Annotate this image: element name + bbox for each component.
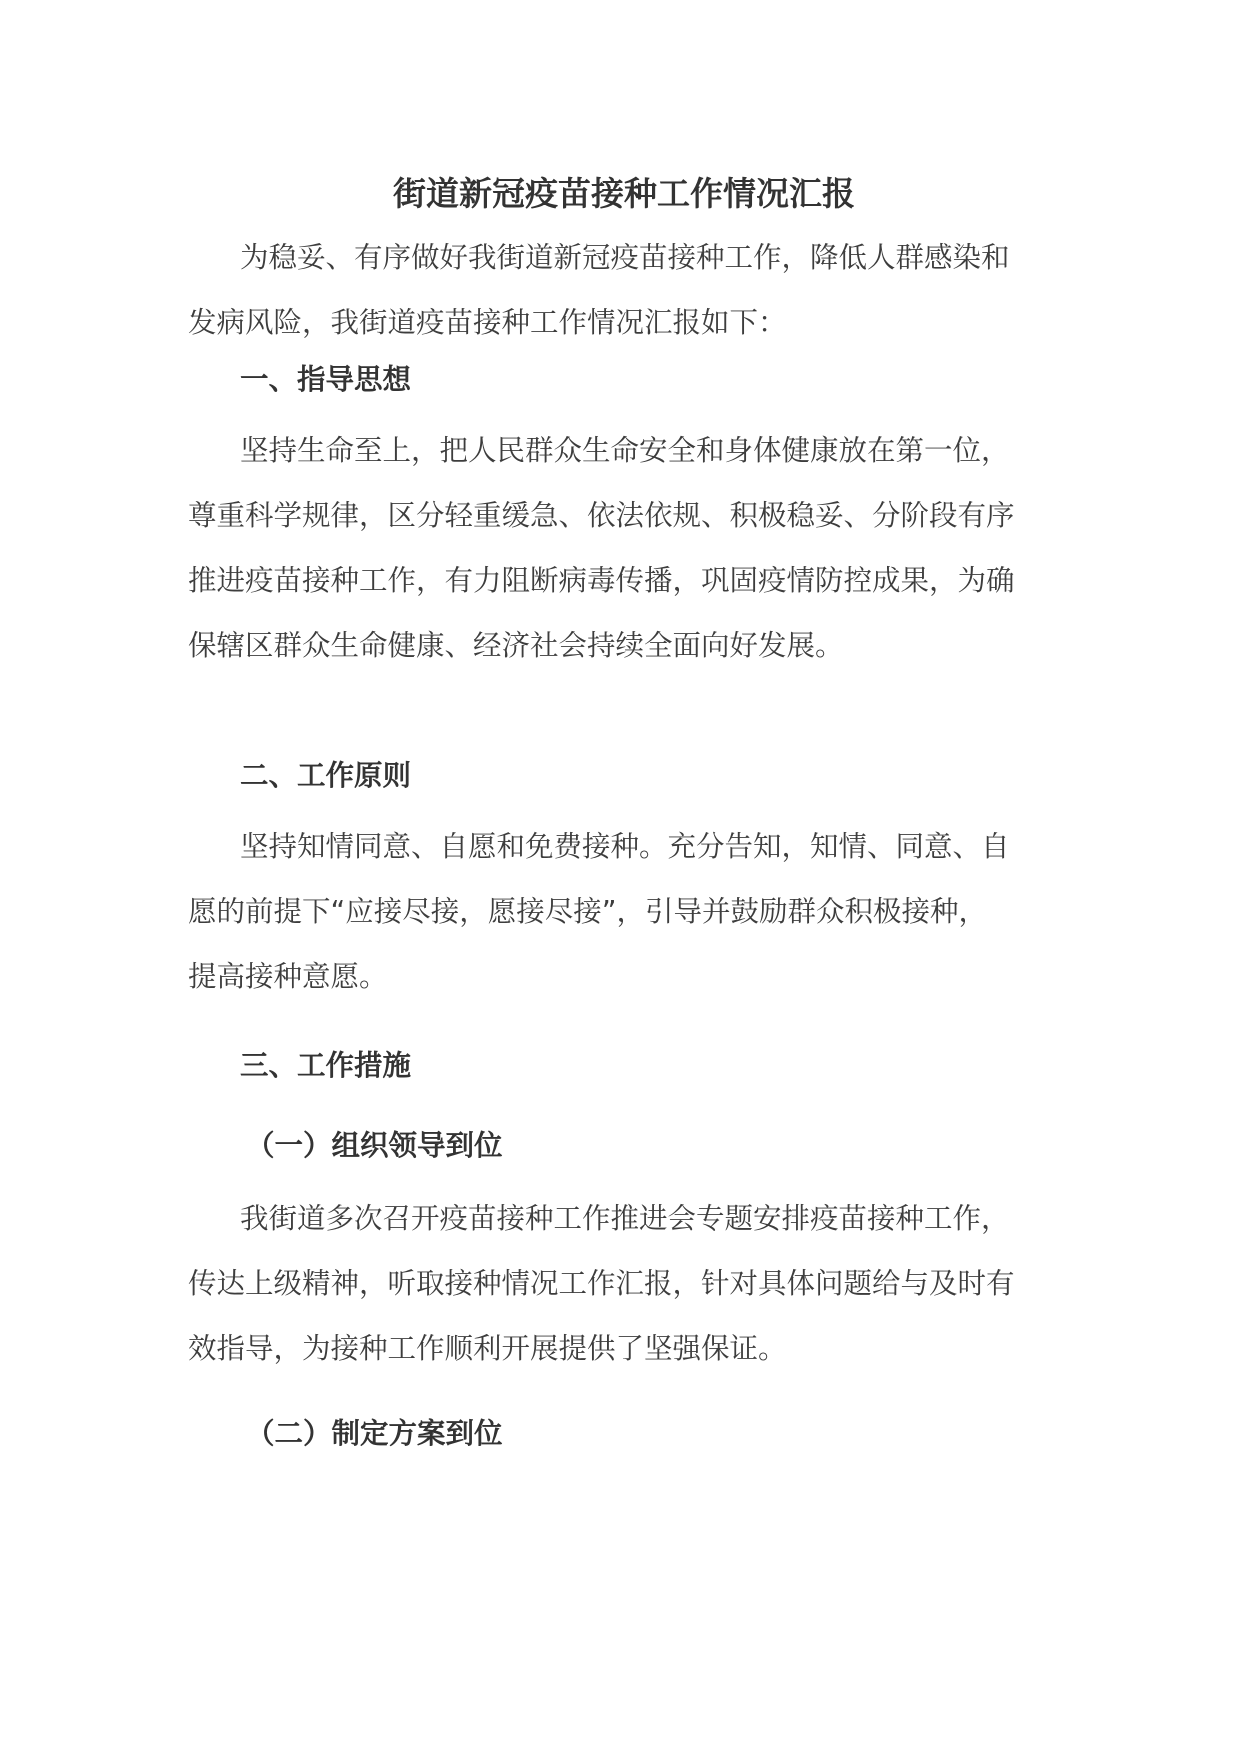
- paragraph-line: 尊重科学规律，区分轻重缓急、依法依规、积极稳妥、分阶段有序: [188, 499, 1015, 532]
- intro-paragraph: [188, 225, 1060, 355]
- paragraph-line: 传达上级精神，听取接种情况工作汇报，针对具体问题给与及时有: [188, 1267, 1015, 1300]
- document-title: 街道新冠疫苗接种工作情况汇报: [393, 174, 855, 213]
- paragraph-line: 效指导，为接种工作顺利开展提供了坚强保证。: [188, 1332, 787, 1365]
- subsection1-paragraph: [188, 1186, 1060, 1381]
- paragraph-line: 推进疫苗接种工作，有力阻断病毒传播，巩固疫情防控成果，为确: [188, 564, 1015, 597]
- section2-paragraph: [188, 814, 1060, 1009]
- section1-paragraph: [188, 418, 1060, 678]
- section-heading-work-measures: 三、工作措施: [240, 1049, 412, 1082]
- paragraph-line: 我街道多次召开疫苗接种工作推进会专题安排疫苗接种工作，: [240, 1202, 1010, 1235]
- section-heading-guiding-principle: 一、指导思想: [240, 363, 412, 396]
- paragraph-line: 保辖区群众生命健康、经济社会持续全面向好发展。: [188, 629, 844, 662]
- paragraph-line: 为稳妥、有序做好我街道新冠疫苗接种工作，降低人群感染和: [240, 241, 1010, 274]
- paragraph-line: 愿的前提下“应接尽接，愿接尽接”，引导并鼓励群众积极接种，: [188, 895, 988, 928]
- paragraph-line: 坚持生命至上，把人民群众生命安全和身体健康放在第一位，: [240, 434, 1010, 467]
- subsection-heading-organization: （一）组织领导到位: [246, 1129, 503, 1162]
- section-heading-work-principle: 二、工作原则: [240, 759, 412, 792]
- subsection-heading-plan: （二）制定方案到位: [246, 1417, 503, 1450]
- paragraph-line: 提高接种意愿。: [188, 960, 388, 993]
- paragraph-line: 发病风险，我街道疫苗接种工作情况汇报如下：: [188, 306, 787, 339]
- paragraph-line: 坚持知情同意、自愿和免费接种。充分告知，知情、同意、自: [240, 830, 1010, 863]
